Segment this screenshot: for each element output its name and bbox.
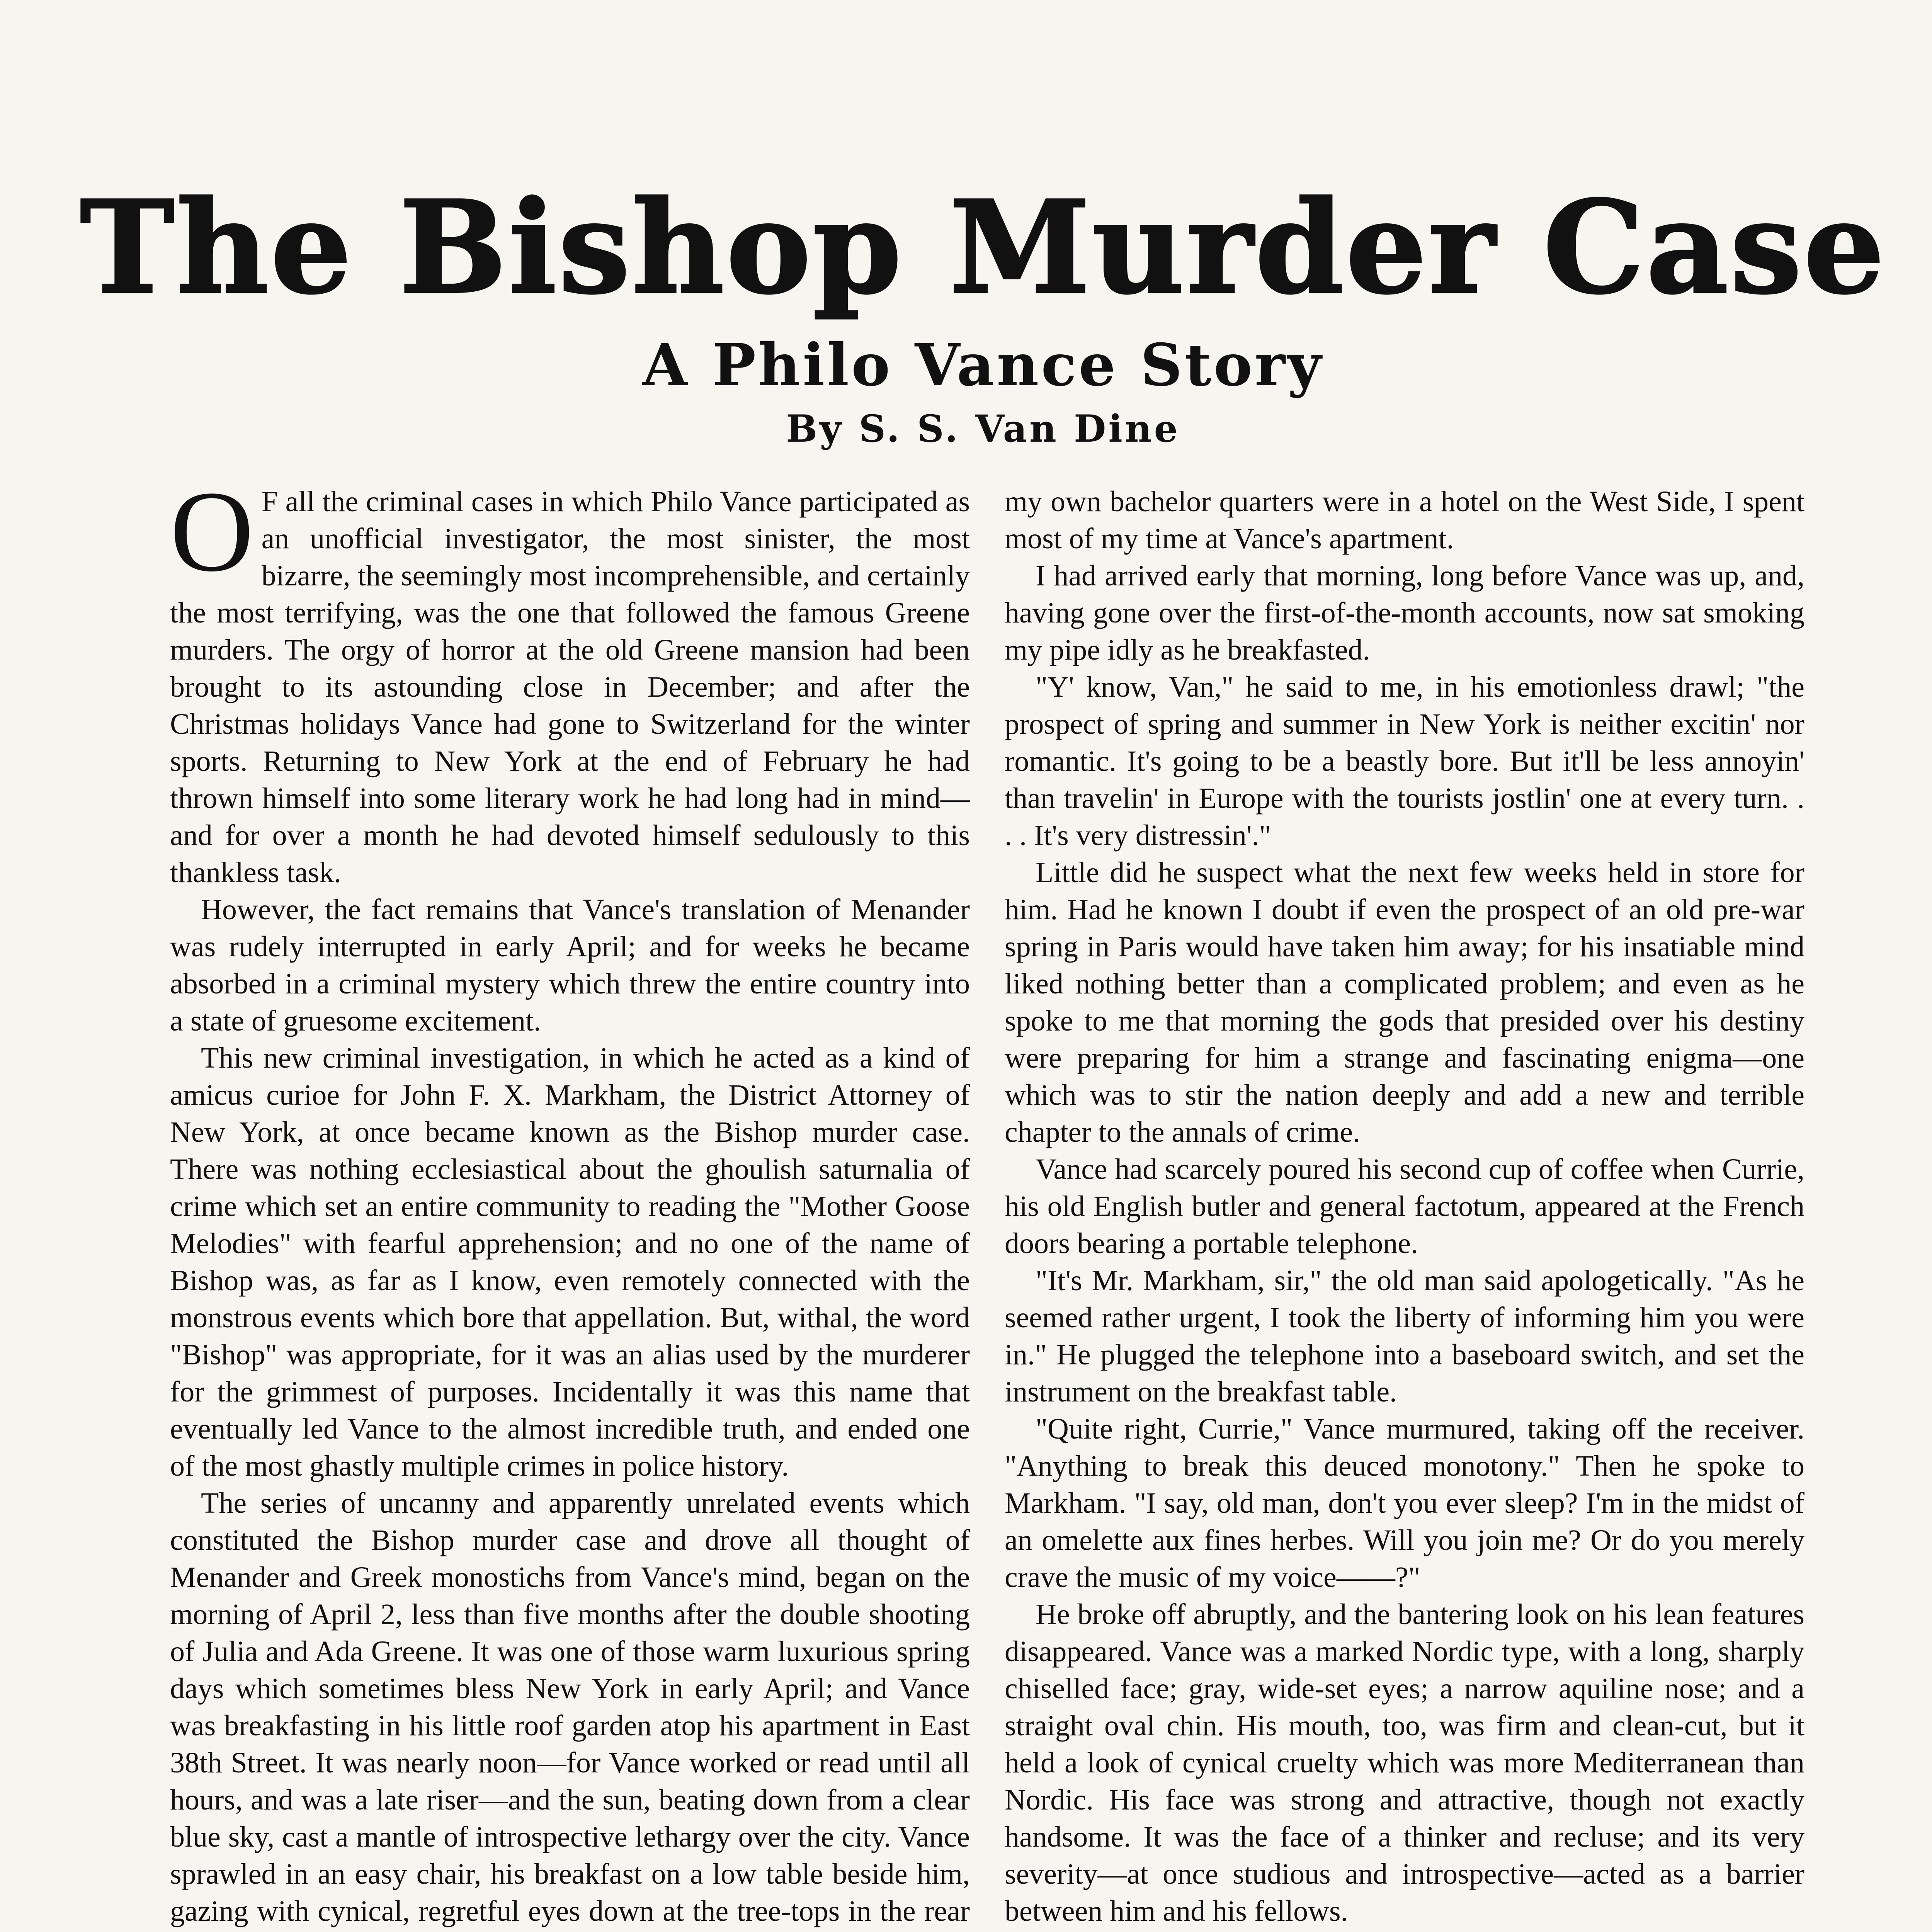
paragraph-7: I had arrived early that morning, long before Vance was up, and, having gone over the first-of-the-month accounts, now sat smoking my pipe idly as he breakfasted. <box>1005 560 1804 666</box>
author-byline: By S. S. Van Dine <box>786 407 1180 451</box>
paragraph-6: my own bachelor quarters were in a hotel on the West Side, I spent most of my time at Vance's apartment. <box>1005 485 1804 555</box>
paragraph-8: "Y' know, Van," he said to me, in his emotionless drawl; "the prospect of spring and summer in New York is neither excitin' nor romantic. It's going to be a beastly bore. But it'll be less annoyin' than travelin' in Europe with the tourists jostlin' one at every turn. . . . It's very distressin'." <box>1005 671 1804 852</box>
paragraph-10: Vance had scarcely poured his second cup of coffee when Currie, his old English butler and general factotum, appeared at the French doors bearing a portable telephone. <box>1005 1153 1804 1260</box>
paragraph-11: "It's Mr. Markham, sir," the old man said apologetically. "As he seemed rather urgent, I took the liberty of informing him you were in." He plugged the telephone into a baseboard switch, and set the instrument on the breakfast table. <box>1005 1264 1804 1408</box>
paragraph-12: "Quite right, Currie," Vance murmured, taking off the receiver. "Anything to break this deuced monotony." Then he spoke to Markham. "I say, old man, don't you ever sleep? I'm in the midst of an omelette aux fines herbes. Will you join me? Or do you merely crave the music of my voice——?" <box>1005 1413 1804 1594</box>
right-text-column <box>1005 483 1804 1932</box>
drop-cap: O <box>170 483 254 595</box>
paragraph-14 <box>1005 1930 1804 1932</box>
story-title: The Bishop Murder Case <box>80 172 1886 322</box>
left-text-column <box>170 483 970 1932</box>
paragraph-13: He broke off abruptly, and the bantering look on his lean features disappeared. Vance was a marked Nordic type, with a long, sharply chiselled face; gray, wide-set eyes; a narrow aquiline nose; and a straight oval chin. His mouth, too, was firm and clean-cut, but it held a look of cynical cruelty which was more Mediterranean than Nordic. His face was strong and attractive, though not exactly handsome. It was the face of a thinker and recluse; and its very severity—at once studious and introspective—acted as a barrier between him and his fellows. <box>1005 1598 1804 1927</box>
paragraph-3: This new criminal investigation, in which he acted as a kind of amicus curioe for John F. X. Markham, the District Attorney of New York, at once became known as the Bishop murder case. There was nothing ecclesiastical about the ghoulish saturnalia of crime which set an entire community to reading the "Mother Goose Melodies" with fearful apprehension; and no one of the name of Bishop was, as far as I know, even remotely connected with the monstrous events which bore that appellation. But, withal, the word "Bishop" was appropriate, for it was an alias used by the murderer for the grimmest of purposes. Incidentally it was this name that eventually led Vance to the almost incredible truth, and ended one of the most ghastly multiple crimes in police history. <box>170 1042 970 1482</box>
paragraph-9: Little did he suspect what the next few weeks held in store for him. Had he known I doubt if even the prospect of an old pre-war spring in Paris would have taken him away; for his insatiable mind liked nothing better than a complicated problem; and even as he spoke to me that morning the gods that presided over his destiny were preparing for him a strange and fascinating enigma—one which was to stir the nation deeply and add a new and terrible chapter to the annals of crime. <box>1005 856 1804 1148</box>
paragraph-1 <box>170 483 970 891</box>
paragraph-1-text: F all the criminal cases in which Philo Vance participated as an unofficial investigator, the most sinister, the most bizarre, the seemingly most incomprehensible, and certainly the most terrifying, was the one that followed the famous Greene murders. The orgy of horror at the old Greene mansion had been brought to its astounding close in December; and after the Christmas holidays Vance had gone to Switzerland for the winter sports. Returning to New York at the end of February he had thrown himself into some literary work he had long had in mind—and for over a month he had devoted himself sedulously to this thankless task. <box>170 485 970 889</box>
paragraph-4: The series of uncanny and apparently unrelated events which constituted the Bishop murder case and drove all thought of Menander and Greek monostichs from Vance's mind, began on the morning of April 2, less than five months after the double shooting of Julia and Ada Greene. It was one of those warm luxurious spring days which sometimes bless New York in early April; and Vance was breakfasting in his little roof garden atop his apartment in East 38th Street. It was nearly noon—for Vance worked or read until all hours, and was a late riser—and the sun, beating down from a clear blue sky, cast a mantle of introspective lethargy over the city. Vance sprawled in an easy chair, his breakfast on a low table beside him, gazing with cynical, regretful eyes down at the tree-tops in the rear <box>170 1487 970 1927</box>
story-subtitle: A Philo Vance Story <box>642 331 1324 399</box>
paragraph-2: However, the fact remains that Vance's translation of Menander was rudely interrupted in early April; and for weeks he became absorbed in a criminal mystery which threw the entire country into a state of gruesome excitement. <box>170 893 970 1037</box>
